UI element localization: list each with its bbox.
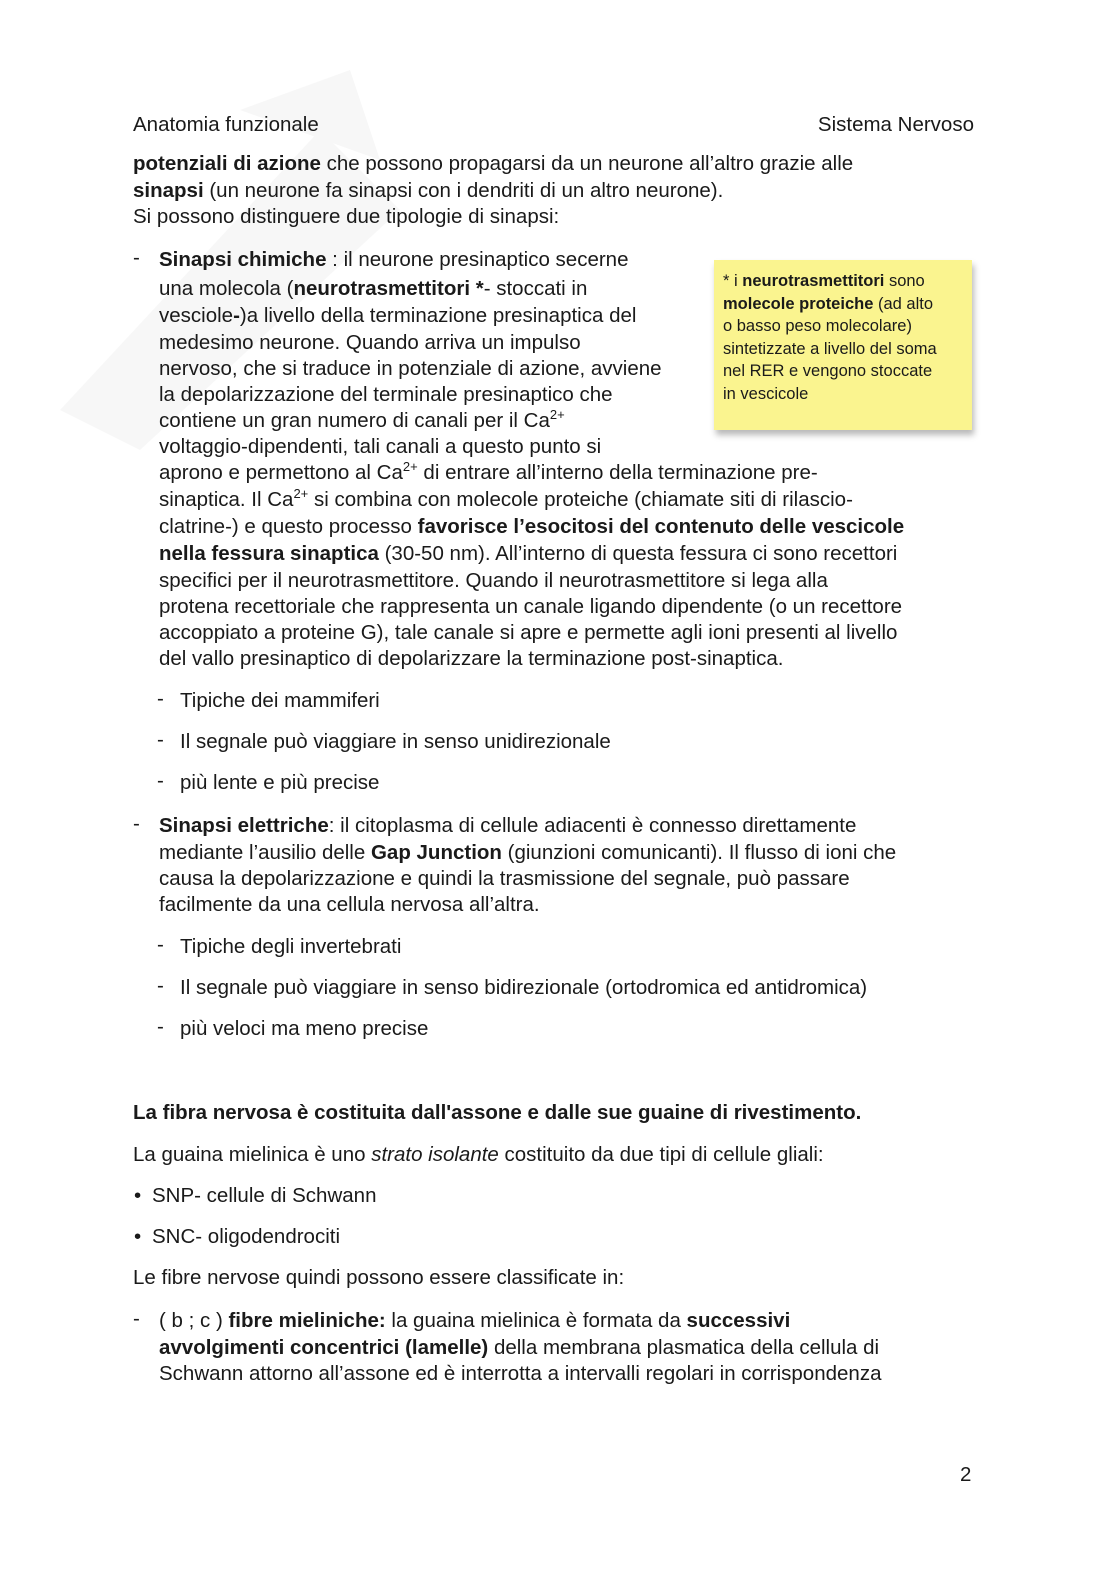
fiber-heading: La fibra nervosa è costituita dall'assone e dalle sue guaine di rivestimento. (133, 1101, 862, 1124)
chem-line-10: sinaptica. Il $Ca^{2+}$ si combina con molecole proteiche (chiamate siti di rilascio- (159, 486, 853, 511)
chem-line-7: contiene un gran numero di canali per il $Ca^{2+}$ (159, 407, 565, 432)
elec-sub-item-3: più veloci ma meno precise (180, 1017, 429, 1040)
myelin-line-1: ( b ; c ) fibre mieliniche: la guaina mielinica è formata da successivi (159, 1309, 791, 1332)
chem-sub-item-3: più lente e più precise (180, 771, 380, 794)
note-line-5: nel RER e vengono stoccate (723, 362, 933, 380)
note-line-2: molecole proteiche (ad alto (723, 294, 934, 313)
elec-line-4: facilmente da una cellula nervosa all’altra. (159, 893, 540, 916)
intro-line-1: potenziali di azione che possono propagarsi da un neurone all’altro grazie alle (133, 152, 854, 175)
chem-line-11: clatrine-) e questo processo favorisce l’esocitosi del contenuto delle vescicole (159, 515, 905, 538)
list-dash: - (133, 1307, 140, 1330)
bullet: • (134, 1184, 142, 1207)
list-dash: - (133, 812, 140, 835)
fiber-paragraph-1: La guaina mielinica è uno strato isolante costituito da due tipi di cellule gliali: (133, 1143, 824, 1166)
sub-dash: - (157, 1015, 164, 1038)
header-right: Sistema Nervoso (817, 113, 974, 136)
chem-line-13: specifici per il neurotrasmettitore. Quando il neurotrasmettitore si lega alla (159, 569, 828, 592)
header-left: Anatomia funzionale (133, 113, 319, 136)
chem-line-6: la depolarizzazione del terminale presinaptico che (159, 383, 613, 406)
chem-sub-item-1: Tipiche dei mammiferi (180, 689, 380, 712)
note-line-1: * i neurotrasmettitori sono (723, 272, 925, 290)
sticky-note (714, 260, 972, 430)
chem-line-4: medesimo neurone. Quando arriva un impulso (159, 331, 581, 354)
elec-line-1: Sinapsi elettriche: il citoplasma di cellule adiacenti è connesso direttamente (159, 814, 857, 837)
elec-line-2: mediante l’ausilio delle Gap Junction (giunzioni comunicanti). Il flusso di ioni che (159, 841, 897, 864)
intro-line-3: Si possono distinguere due tipologie di sinapsi: (133, 205, 560, 228)
elec-sub-item-2: Il segnale può viaggiare in senso bidirezionale (ortodromica ed antidromica) (180, 976, 868, 999)
chem-line-14: protena recettoriale che rappresenta un canale ligando dipendente (o un recettore (159, 595, 903, 618)
note-line-3: o basso peso molecolare) (723, 317, 912, 335)
elec-line-3: causa la depolarizzazione e quindi la trasmissione del segnale, può passare (159, 867, 850, 890)
myelin-line-3: Schwann attorno all’assone ed è interrotta a intervalli regolari in corrispondenza (159, 1362, 882, 1385)
sub-dash: - (157, 769, 164, 792)
bullet-item-snc: SNC- oligodendrociti (152, 1225, 341, 1248)
fiber-paragraph-2: Le fibre nervose quindi possono essere classificate in: (133, 1266, 625, 1289)
elec-sub-item-1: Tipiche degli invertebrati (180, 935, 402, 958)
note-line-4: sintetizzate a livello del soma (723, 339, 937, 358)
intro-line-2: sinapsi (un neurone fa sinapsi con i dendriti di un altro neurone). (133, 179, 724, 202)
sub-dash: - (157, 933, 164, 956)
chem-line-9: aprono e permettono al $Ca^{2+}$ di entrare all’interno della terminazione pre- (159, 459, 818, 484)
chem-line-5: nervoso, che si traduce in potenziale di azione, avviene (159, 357, 662, 380)
bullet: • (134, 1225, 142, 1248)
chem-line-3: vesciole-)a livello della terminazione presinaptica del (159, 304, 637, 327)
chem-line-16: del vallo presinaptico di depolarizzare la terminazione post-sinaptica. (159, 647, 784, 670)
list-dash: - (133, 246, 140, 269)
chem-line-2: una molecola (neurotrasmettitori *- stoccati in (159, 277, 588, 300)
chem-line-12: nella fessura sinaptica (30-50 nm). All’interno di questa fessura ci sono recettori (159, 542, 898, 565)
page-number: 2 (960, 1463, 972, 1486)
chem-sub-item-2: Il segnale può viaggiare in senso unidirezionale (180, 730, 611, 753)
bullet-item-snp: SNP- cellule di Schwann (152, 1184, 377, 1207)
chem-line-8: voltaggio-dipendenti, tali canali a questo punto si (159, 435, 602, 458)
sub-dash: - (157, 974, 164, 997)
myelin-line-2: avvolgimenti concentrici (lamelle) della membrana plasmatica della cellula di (159, 1336, 880, 1359)
chem-line-1: Sinapsi chimiche : il neurone presinaptico secerne (159, 248, 629, 271)
chem-line-15: accoppiato a proteine G), tale canale si apre e permette agli ioni presenti al livello (159, 621, 898, 644)
sub-dash: - (157, 687, 164, 710)
sub-dash: - (157, 728, 164, 751)
note-line-6: in vescicole (723, 384, 809, 403)
